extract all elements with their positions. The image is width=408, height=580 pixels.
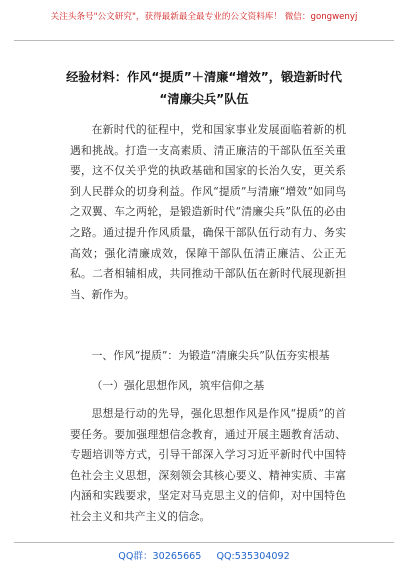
paragraph-2: 思想是行动的先导，强化思想作风是作风“提质”的首要任务。要加强理想信念教育，通过开展主题教育活动、专题培训等方式，引导干部深入学习习近平新时代中国特色社会主义思想，深刻领会其核心要义、精神实质、丰富内涵和实践要求，坚定对马克思主义的信仰，对中国特色社会主义和共产主义的信念。 xyxy=(70,407,346,523)
footer xyxy=(0,548,408,562)
intro-paragraph: 在新时代的征程中，党和国家事业发展面临着新的机遇和挑战。打造一支高素质、清正廉洁的干部队伍至关重要，这不仅关乎党的执政基础和国家的长治久安，更关系到人民群众的切身利益。作风“提质”与清廉“增效”如同鸟之双翼、车之两轮，是锻造新时代“清廉尖兵”队伍的必由之路。通过提升作风质量，确保干部队伍行动有力、务实高效；强化清廉成效，保障干部队伍清正廉洁、公正无私。二者相辅相成，共同推动干部队伍在新时代展现新担当、新作为。 xyxy=(70,123,346,301)
footer-qq-group: QQ群：30265665 xyxy=(118,551,202,562)
header-banner: 关注头条号"公文研究"，获得最新最全最专业的公文资料库！ 微信：gongwenyj xyxy=(50,12,358,22)
title-line-2: “清廉尖兵”队伍 xyxy=(159,92,249,106)
header-divider xyxy=(14,40,394,41)
document-title xyxy=(40,66,368,110)
subsection-heading-1: （一）强化思想作风，筑牢信仰之基 xyxy=(91,379,265,392)
title-line-1: 经验材料：作风“提质”＋清廉“增效”，锻造新时代 xyxy=(66,70,342,84)
footer-qq-number: QQ:535304092 xyxy=(216,551,290,562)
footer-divider xyxy=(14,542,394,543)
section-heading-1: 一、作风“提质”：为锻造“清廉尖兵”队伍夯实根基 xyxy=(91,349,330,362)
